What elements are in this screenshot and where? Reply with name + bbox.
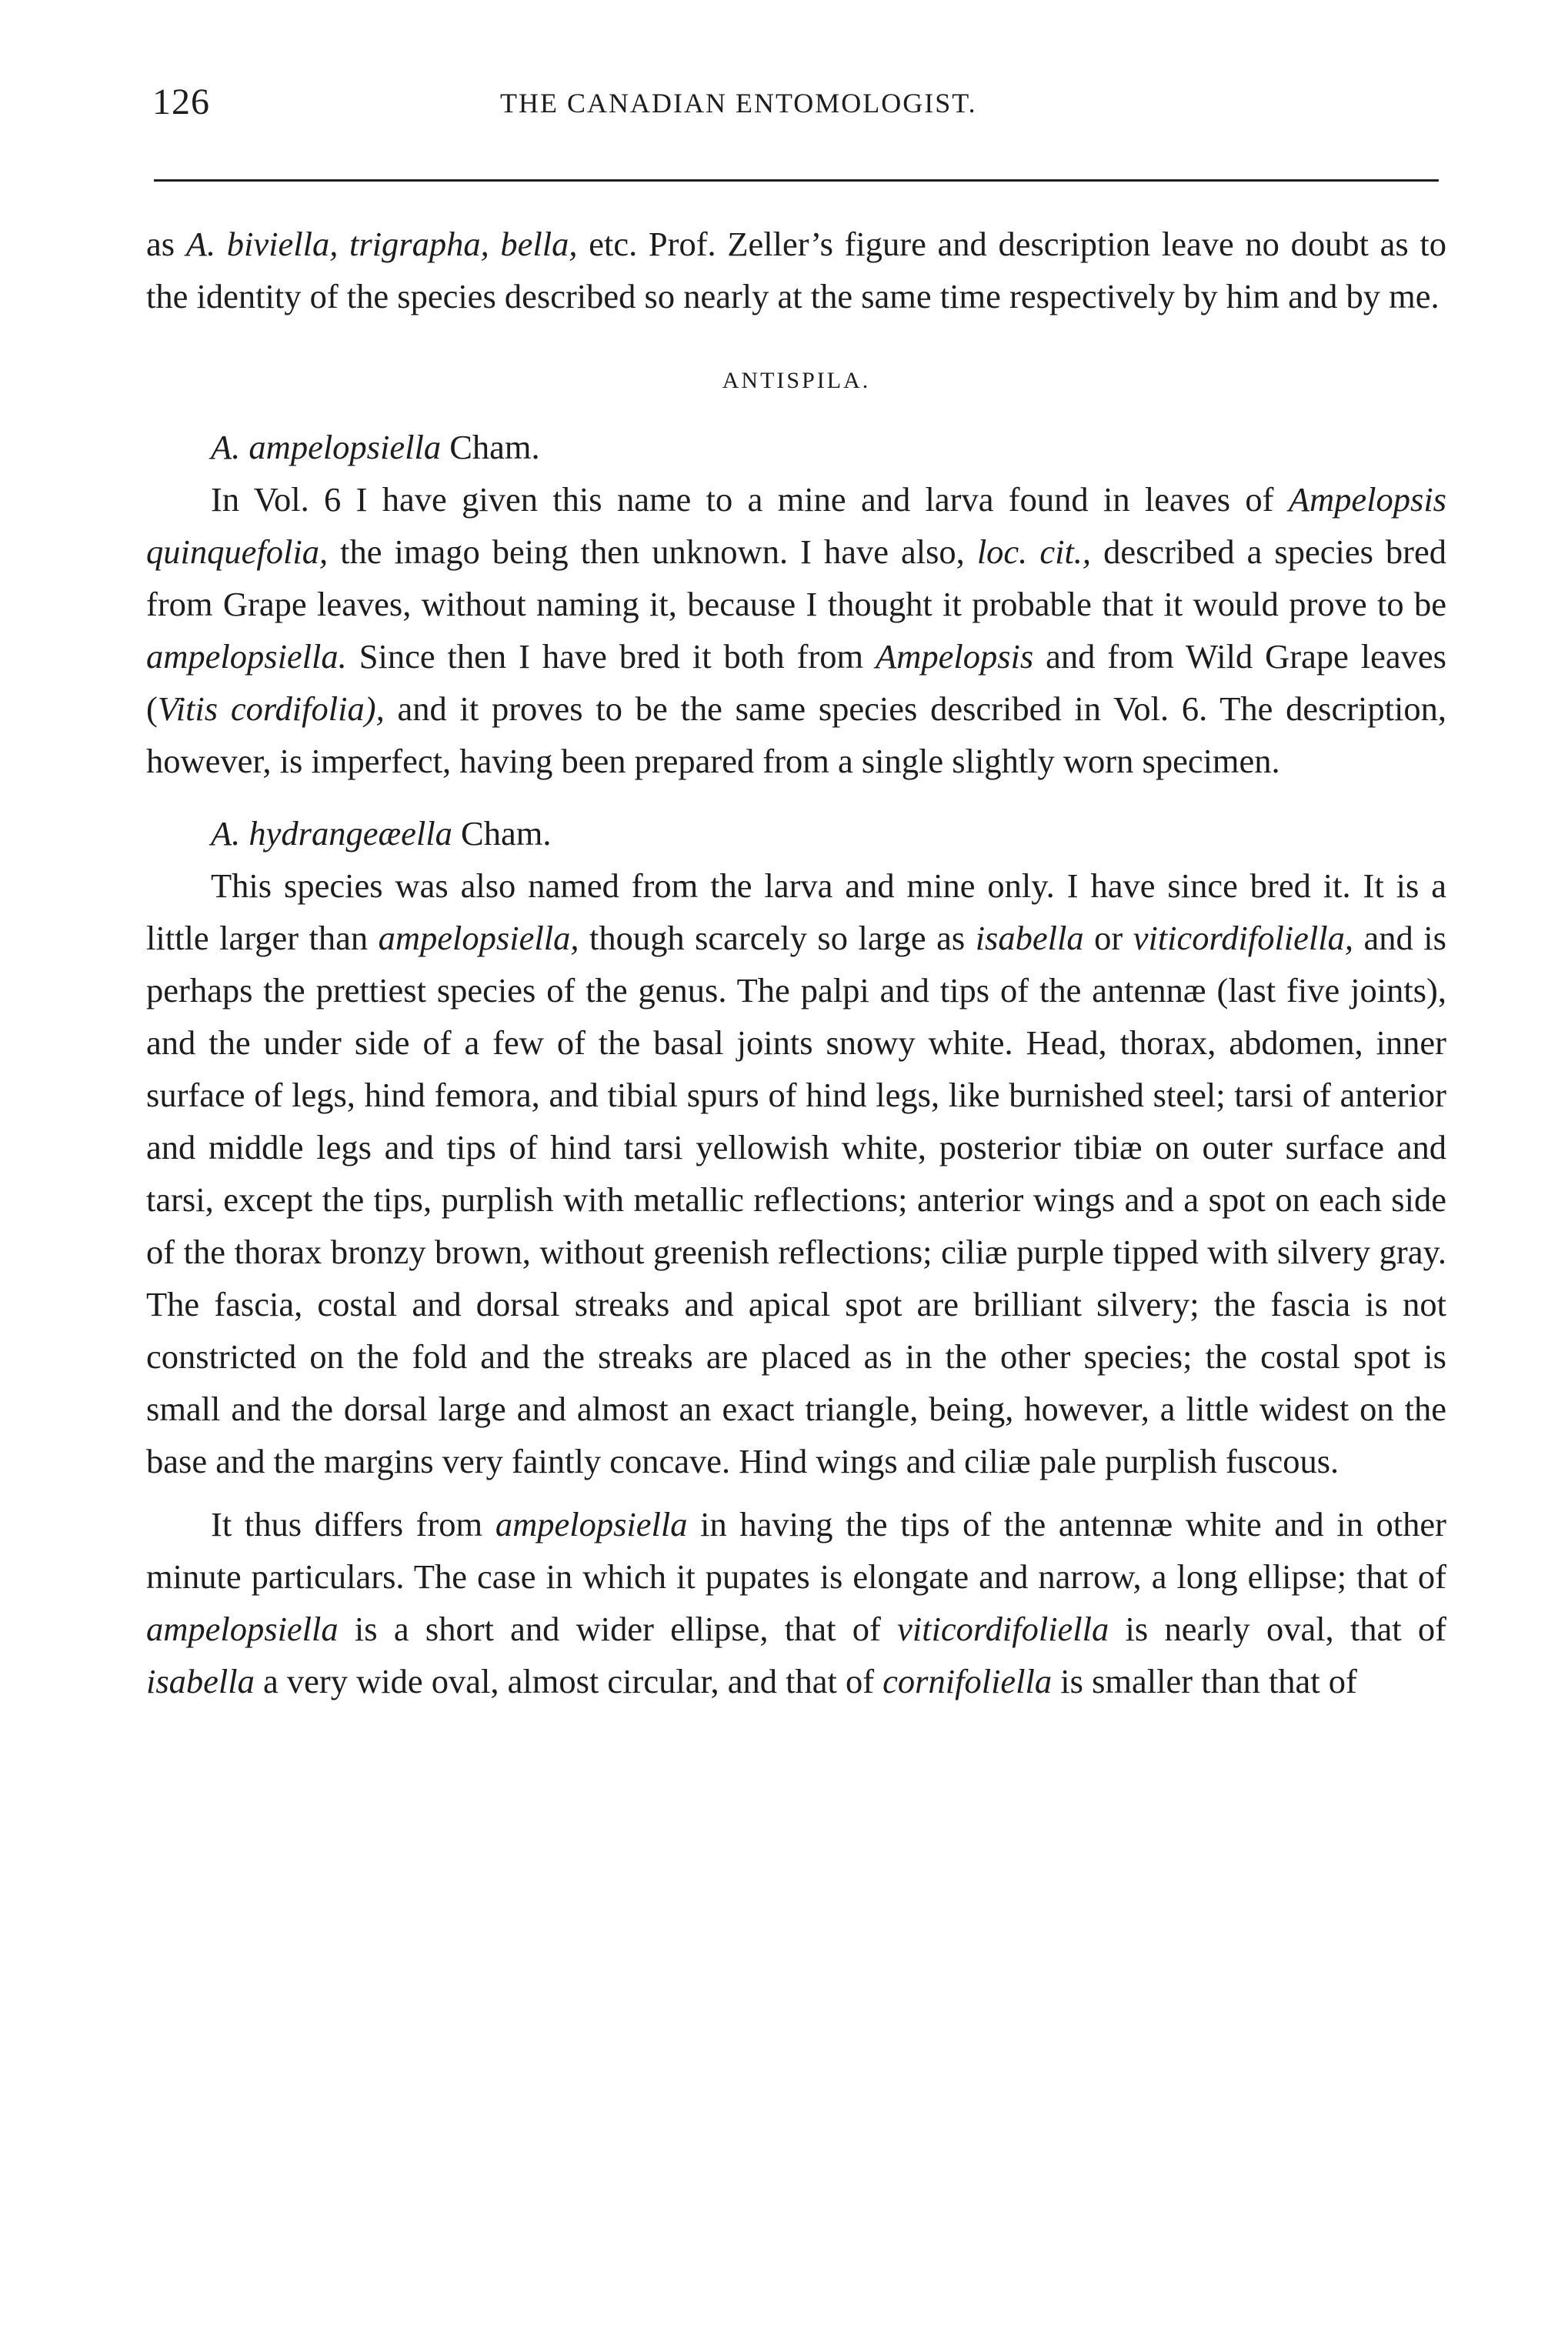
spacer bbox=[146, 787, 1446, 807]
spacer bbox=[146, 1487, 1446, 1498]
page-header bbox=[146, 81, 1446, 165]
page-number: 126 bbox=[152, 82, 210, 122]
paragraph-intro: as A. biviella, trigrapha, bella, etc. Prof. Zeller’s figure and description leave no doubt as to the identity of the species described so nearly at the same time respectively by him and by me. bbox=[146, 225, 1447, 315]
paragraph-hydrangeaeella: This species was also named from the larva and mine only. I have since bred it. It is a little larger than ampelopsiella, though scarcely so large as isabella or viticordifoliella, and is perhaps the prettiest species of the genus. The palpi and tips of the antennæ (last five joints), and the under side of a few of the basal joints snowy white. Head, thorax, abdomen, inner surface of legs, hind femora, and tibial spurs of hind legs, like burnished steel; tarsi of anterior and middle legs and tips of hind tarsi yellowish white, posterior tibiæ on outer surface and tarsi, except the tips, purplish with metallic reflections; anterior wings and a spot on each side of the thorax bronzy brown, without greenish reflections; ciliæ purple tipped with silvery gray. The fascia, costal and dorsal streaks and apical spot are brilliant silvery; the fascia is not constricted on the fold and the streaks are placed as in the other species; the costal spot is small and the dorsal large and almost an exact triangle, being, however, a little widest on the base and the margins very faintly concave. Hind wings and ciliæ pale purplish fuscous. bbox=[146, 866, 1446, 1480]
paragraph-differences: It thus differs from ampelopsiella in having the tips of the antennæ white and in other minute particulars. The case in which it pupates is elongate and narrow, a long ellipse; that of ampelopsiella is a short and wider ellipse, that of viticordifoliella is nearly oval, that of isabella a very wide oval, almost circular, and that of cornifoliella is smaller than that of bbox=[146, 1505, 1446, 1700]
header-rule bbox=[154, 179, 1439, 182]
article-body bbox=[146, 218, 1446, 1707]
running-head: THE CANADIAN ENTOMOLOGIST. bbox=[500, 88, 977, 118]
page bbox=[146, 81, 1447, 1700]
paragraph-ampelopsiella: In Vol. 6 I have given this name to a mine and larva found in leaves of Ampelopsis quinquefolia, the imago being then unknown. I have also, loc. cit., described a species bred from Grape leaves, without naming it, because I thought it probable that it would prove to be ampelopsiella. Since then I have bred it both from Ampelopsis and from Wild Grape leaves (Vitis cordifolia), and it proves to be the same species described in Vol. 6. The description, however, is imperfect, having been prepared from a single slightly worn specimen. bbox=[146, 480, 1447, 780]
species-heading-hydrangeaeella: A. hydrangeæella Cham. bbox=[211, 814, 552, 853]
section-title: ANTISPILA. bbox=[722, 368, 871, 393]
species-heading-ampelopsiella: A. ampelopsiella Cham. bbox=[211, 428, 540, 466]
